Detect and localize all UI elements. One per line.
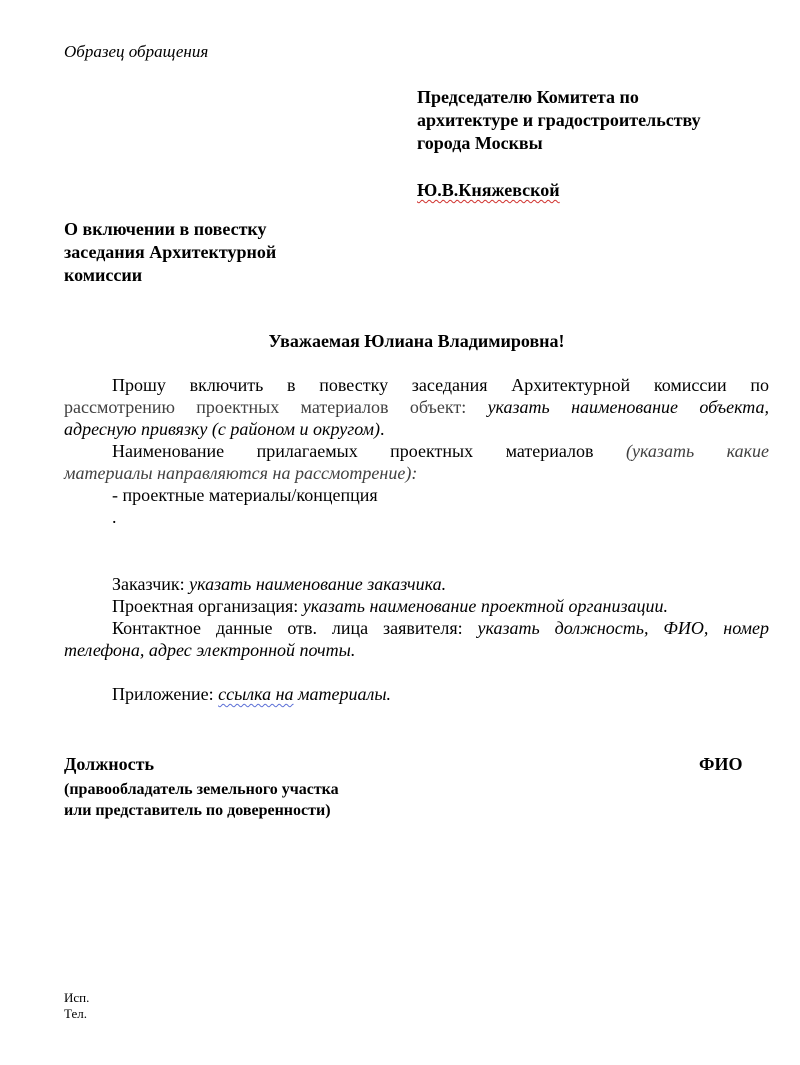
spacer	[64, 661, 769, 683]
contact-value-line1: указать должность, ФИО, номер	[477, 618, 769, 638]
attachment-label: Приложение:	[112, 684, 219, 704]
body-line	[64, 374, 769, 396]
body-line	[64, 396, 769, 418]
customer-value: указать наименование заказчика.	[189, 574, 447, 594]
subject-line: комиссии	[64, 265, 143, 285]
addressee-line: города Москвы	[417, 133, 543, 153]
contact-line	[64, 617, 769, 639]
body-line	[64, 440, 769, 462]
signature-block	[64, 754, 339, 821]
letter-body	[64, 374, 769, 705]
contact-label: Контактное данные отв. лица заявителя:	[112, 618, 478, 638]
design-org-line	[64, 595, 769, 617]
para2-line1-italic: (указать какие	[625, 441, 769, 461]
para1-line2-italic: указать наименование объекта,	[487, 397, 769, 417]
spacer	[64, 528, 769, 573]
attachment-link[interactable]: ссылка на	[218, 684, 294, 704]
executor-block	[64, 990, 89, 1022]
para1-line3-italic: адресную привязку (с районом и округом)	[64, 419, 381, 439]
para2-line1-text: Наименование прилагаемых проектных материалов	[112, 441, 626, 461]
contact-value-line2: телефона, адрес электронной почты.	[64, 640, 356, 660]
signature-role: Должность	[64, 754, 155, 774]
greeting: Уважаемая Юлиана Владимировна!	[268, 331, 565, 351]
design-org-value: указать наименование проектной организации.	[302, 596, 668, 616]
attachment-rest: материалы.	[293, 684, 392, 704]
attachment-line	[64, 683, 769, 705]
para2-line2-italic: материалы направляются на рассмотрение):	[64, 463, 418, 483]
signature-note: или представитель по доверенности)	[64, 802, 331, 819]
addressee-person: Ю.В.Княжевской	[417, 180, 560, 200]
body-line	[64, 462, 769, 484]
customer-line	[64, 573, 769, 595]
subject-line: О включении в повестку	[64, 219, 267, 239]
customer-label: Заказчик:	[112, 574, 190, 594]
design-org-label: Проектная организация:	[112, 596, 303, 616]
list-item: - проектные материалы/концепция	[112, 485, 378, 505]
phone-line: Тел.	[64, 1006, 87, 1021]
addressee-block	[417, 86, 701, 202]
signature-note: (правообладатель земельного участка	[64, 781, 339, 798]
addressee-line: архитектуре и градостроительству	[417, 110, 701, 130]
addressee-line: Председателю Комитета по	[417, 87, 639, 107]
executor-line: Исп.	[64, 990, 90, 1005]
para1-line2-text: рассмотрению проектных материалов объект:	[64, 397, 488, 417]
para1-line1: Прошу включить в повестку заседания Архитектурной комиссии по	[112, 375, 769, 395]
sample-label: Образец обращения	[64, 42, 209, 61]
subject-block	[64, 218, 324, 287]
contact-line	[64, 639, 769, 661]
subject-line: заседания Архитектурной	[64, 242, 277, 262]
body-line	[64, 418, 769, 440]
para1-line3-end: .	[380, 419, 385, 439]
signature-name: ФИО	[699, 754, 743, 774]
list-dot: .	[112, 507, 117, 527]
